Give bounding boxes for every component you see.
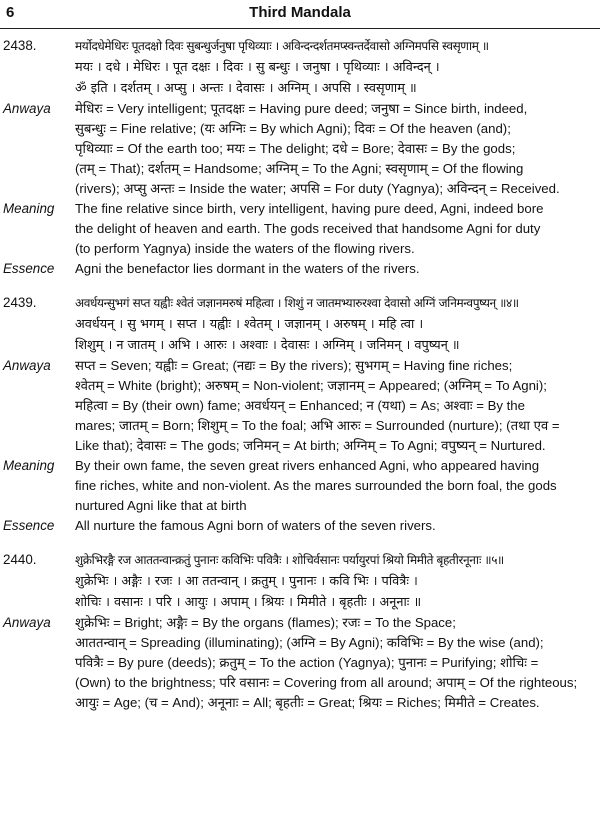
anwaya-text: [75, 613, 600, 713]
anwaya-row: [0, 356, 600, 456]
essence-label: Essence: [3, 261, 55, 276]
anwaya-line: Like that); देवासः = The gods; जनिमन् = At birth; अग्निम् = To Agni; वपुष्यन् = Nurtured.: [75, 438, 546, 453]
verse-line: शोचिः । वसानः । परि । आयुः । अपाम् । श्रियः । मिमीते । बृहतीः । अनूनाः ॥: [75, 595, 422, 610]
meaning-label: Meaning: [3, 201, 55, 216]
header-rule: [0, 28, 600, 29]
anwaya-row: [0, 99, 600, 199]
anwaya-line: (Own) to the brightness; परि वसानः = Covering from all around; अपाम् = Of the righteous;: [75, 675, 578, 690]
anwaya-line: (rivers); अप्सु अन्तः = Inside the water; अपसि = For duty (Yagnya); अविन्दन् = Received.: [75, 181, 560, 196]
verse-line: ॐ इति । दर्शतम् । अप्सु । अन्तः । देवासः । अग्निम् । अपसि । स्वसृणाम् ॥: [75, 81, 417, 96]
anwaya-line: आयुः = Age; (च = And); अनूनाः = All; बृहतीः = Great; श्रियः = Riches; मिमीते = Creates.: [75, 695, 540, 710]
verse-row: [0, 293, 600, 356]
verse-entry: [0, 36, 600, 279]
essence-line: All nurture the famous Agni born of waters of the seven rivers.: [75, 518, 436, 533]
page-number: 6: [6, 4, 15, 21]
essence-line: Agni the benefactor lies dormant in the waters of the rivers.: [75, 261, 420, 276]
verse-label: 2438.: [3, 38, 37, 53]
verse-line: शुक्रेभिरङ्गै रज आततन्वान्क्रतुं पुनानः कविभिः पवित्रैः । शोचिर्वसानः पर्यायुरपां श्रियो मिमीते बृहतीरनूनाः ॥५॥: [75, 553, 504, 567]
anwaya-line: mares; जातम् = Born; शिशुम् = To the foal; अभि आरुः = Surrounded (nurture); (तथा एव =: [75, 418, 560, 433]
meaning-line: By their own fame, the seven great rivers enhanced Agni, who appeared having: [75, 458, 540, 473]
anwaya-text: [75, 356, 600, 456]
page-header: [0, 0, 600, 30]
verse-line: शिशुम् । न जातम् । अभि । आरुः । अश्वाः । देवासः । अग्निम् । जनिमन् । वपुष्यन् ॥: [75, 338, 460, 353]
meaning-line: fine riches, white and non-violent. As the mares surrounded the born foal, the gods: [75, 478, 557, 493]
anwaya-line: पवित्रैः = By pure (deeds); क्रतुम् = To the action (Yagnya); पुनानः = Purifying; शोचिः =: [75, 655, 539, 670]
verse-entry: [0, 550, 600, 713]
meaning-line: (to perform Yagnya) inside the waters of the flowing rivers.: [75, 241, 415, 256]
verse-label: 2439.: [3, 295, 37, 310]
running-title: Third Mandala: [249, 4, 351, 21]
anwaya-label: Anwaya: [3, 101, 51, 116]
verse-row: [0, 550, 600, 613]
anwaya-line: आततन्वान् = Spreading (illuminating); (अग्नि = By Agni); कविभिः = By the wise (and);: [75, 635, 544, 650]
verse-row: [0, 36, 600, 99]
meaning-line: nurtured Agni like that at birth: [75, 498, 247, 513]
meaning-row: [0, 199, 600, 259]
meaning-text: [75, 456, 600, 516]
anwaya-line: पृथिव्याः = Of the earth too; मयः = The delight; दधे = Bore; देवासः = By the gods;: [75, 141, 516, 156]
meaning-label: Meaning: [3, 458, 55, 473]
anwaya-line: सप्त = Seven; यह्वीः = Great; (नद्यः = By the rivers); सुभगम् = Having fine riches;: [75, 358, 513, 373]
anwaya-line: शुक्रेभिः = Bright; अङ्गैः = By the organs (flames); रजः = To the Space;: [75, 615, 456, 630]
verse-line: मर्योदधेमेधिरः पूतदक्षो दिवः सुबन्धुर्जनुषा पृथिव्याः । अविन्दन्दर्शतमप्स्वन्तर्देवासो अग्निमपसि स्वसृणाम् ॥: [75, 39, 489, 53]
verse-text: [75, 36, 600, 99]
verse-line: अवर्धयन्सुभगं सप्त यह्वीः श्वेतं जज्ञानमरुषं महित्वा । शिशुं न जातमभ्यारुरश्वा देवासो अग्निं जनिमन्वपुष्यन् ॥४॥: [75, 296, 519, 310]
essence-row: [0, 259, 600, 279]
anwaya-text: [75, 99, 600, 199]
anwaya-line: श्वेतम् = White (bright); अरुषम् = Non-violent; जज्ञानम् = Appeared; (अग्निम् = To Agni);: [75, 378, 547, 393]
meaning-line: The fine relative since birth, very intelligent, having pure deed, Agni, indeed bore: [75, 201, 544, 216]
meaning-row: [0, 456, 600, 516]
anwaya-row: [0, 613, 600, 713]
verse-line: अवर्धयन् । सु भगम् । सप्त । यह्वीः । श्वेतम् । जज्ञानम् । अरुषम् । महि त्वा ।: [75, 317, 424, 332]
meaning-line: the delight of heaven and earth. The gods received that handsome Agni for duty: [75, 221, 541, 236]
anwaya-line: महित्वा = By (their own) fame; अवर्धयन् = Enhanced; न (यथा) = As; अश्वाः = By the: [75, 398, 525, 413]
verse-label: 2440.: [3, 552, 37, 567]
essence-text: [75, 259, 600, 279]
verse-entry: [0, 293, 600, 536]
anwaya-label: Anwaya: [3, 615, 51, 630]
anwaya-line: मेधिरः = Very intelligent; पूतदक्षः = Having pure deed; जनुषा = Since birth, indeed,: [75, 101, 528, 116]
verse-text: [75, 293, 600, 356]
verse-line: मयः । दधे । मेधिरः । पूत दक्षः । दिवः । सु बन्धुः । जनुषा । पृथिव्याः । अविन्दन् ।: [75, 60, 440, 75]
essence-row: [0, 516, 600, 536]
essence-text: [75, 516, 600, 536]
anwaya-line: सुबन्धुः = Fine relative; (यः अग्निः = By which Agni); दिवः = Of the heaven (and);: [75, 121, 511, 136]
anwaya-line: (तम् = That); दर्शतम् = Handsome; अग्निम् = To the Agni; स्वसृणाम् = Of the flowing: [75, 161, 524, 176]
meaning-text: [75, 199, 600, 259]
anwaya-label: Anwaya: [3, 358, 51, 373]
verse-text: [75, 550, 600, 613]
essence-label: Essence: [3, 518, 55, 533]
verse-line: शुक्रेभिः । अङ्गैः । रजः । आ ततन्वान् । क्रतुम् । पुनानः । कवि भिः । पवित्रैः ।: [75, 574, 418, 589]
verse-entries: [0, 36, 600, 727]
